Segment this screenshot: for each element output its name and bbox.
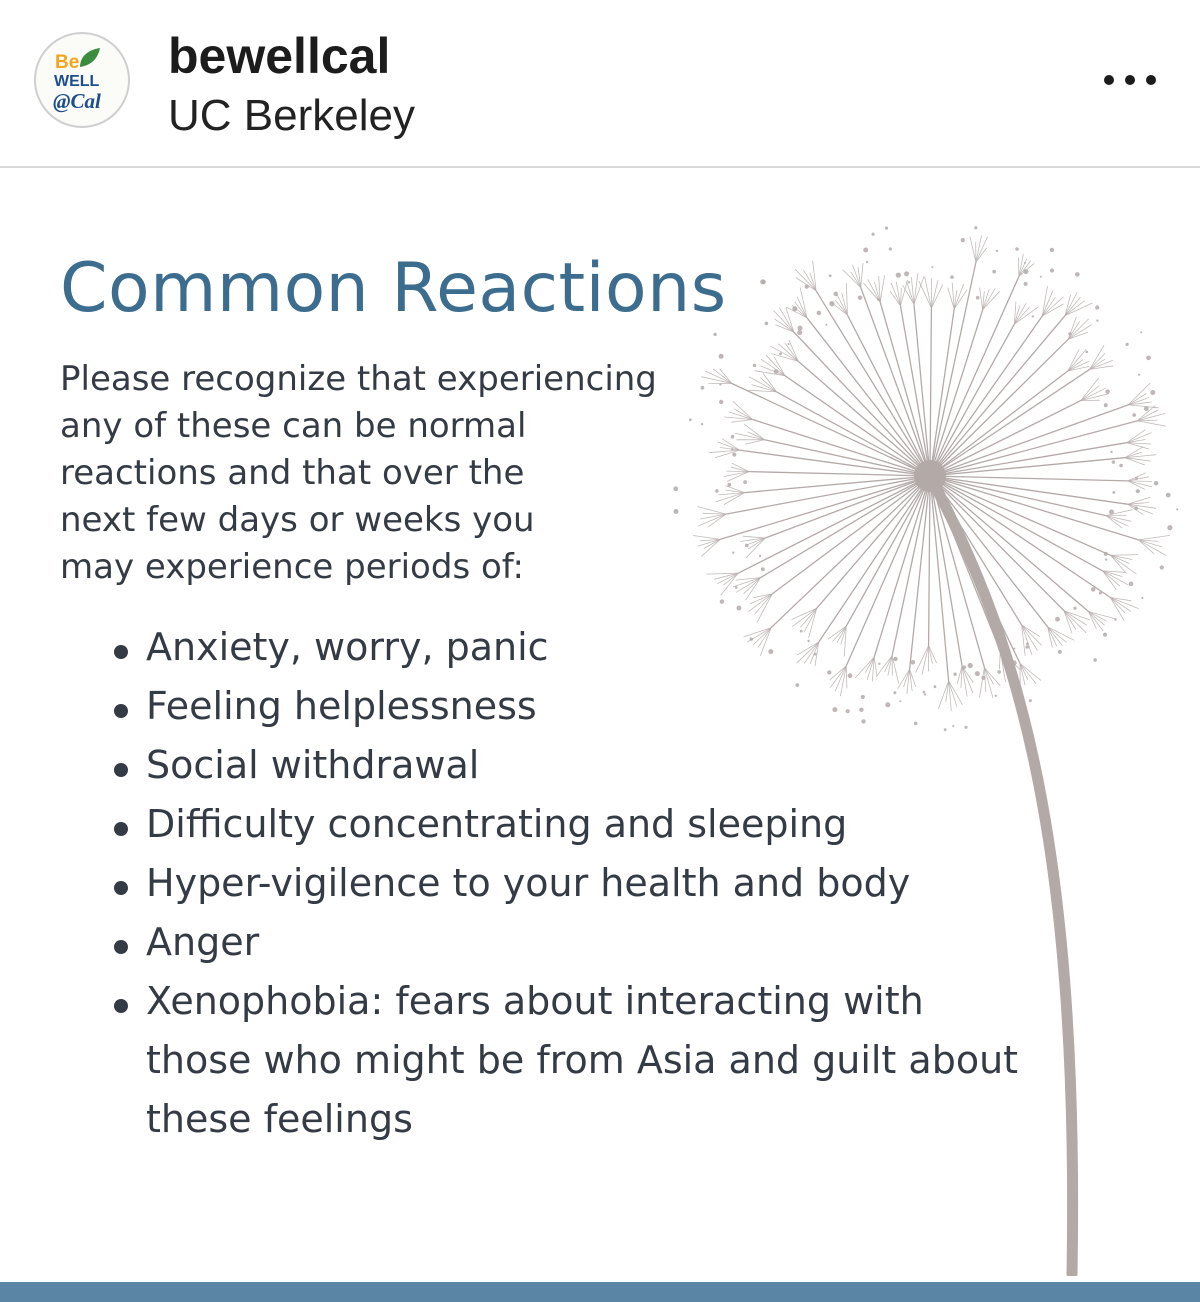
reaction-item xyxy=(110,913,1070,972)
leaf-icon xyxy=(80,48,100,67)
intro-line: next few days or weeks you xyxy=(60,500,535,540)
account-name[interactable]: bewellcal xyxy=(168,28,391,84)
reaction-text: Anxiety, worry, panic xyxy=(146,625,549,669)
profile-avatar[interactable] xyxy=(34,32,130,128)
post-location[interactable]: UC Berkeley xyxy=(168,91,415,140)
more-horizontal-icon xyxy=(1104,75,1114,85)
reaction-text: Anger xyxy=(146,920,260,964)
reaction-item xyxy=(110,854,1070,913)
intro-line: reactions and that over the xyxy=(60,453,525,493)
image-title: Common Reactions xyxy=(60,249,727,328)
reaction-text: Social withdrawal xyxy=(146,743,480,787)
logo-cal-text: @Cal xyxy=(53,89,101,113)
more-horizontal-icon xyxy=(1125,75,1135,85)
logo-well-text: WELL xyxy=(54,73,100,90)
reaction-text: Difficulty concentrating and sleeping xyxy=(146,802,848,846)
reaction-item xyxy=(110,795,1070,854)
intro-line: may experience periods of: xyxy=(60,547,524,587)
reaction-item xyxy=(110,618,1070,677)
bottom-accent-bar xyxy=(0,1276,1200,1302)
reaction-text: Hyper-vigilence to your health and body xyxy=(146,861,911,905)
intro-paragraph xyxy=(60,356,700,591)
logo-be-text: Be xyxy=(55,52,80,73)
reaction-text: Xenophobia: fears about interacting with xyxy=(146,979,924,1023)
intro-line: any of these can be normal xyxy=(60,406,527,446)
bewell-logo xyxy=(36,34,130,128)
reaction-item xyxy=(110,677,1070,736)
post-image[interactable] xyxy=(0,168,1200,1302)
reactions-list xyxy=(110,618,1070,1149)
reaction-text: these feelings xyxy=(146,1097,413,1141)
reaction-item xyxy=(110,972,1070,1149)
more-options-button[interactable] xyxy=(1090,54,1170,106)
more-horizontal-icon xyxy=(1146,75,1156,85)
reaction-item xyxy=(110,736,1070,795)
post-header xyxy=(0,0,1200,168)
reaction-text: Feeling helplessness xyxy=(146,684,537,728)
intro-line: Please recognize that experiencing xyxy=(60,359,657,399)
reaction-text: those who might be from Asia and guilt about xyxy=(146,1038,1019,1082)
